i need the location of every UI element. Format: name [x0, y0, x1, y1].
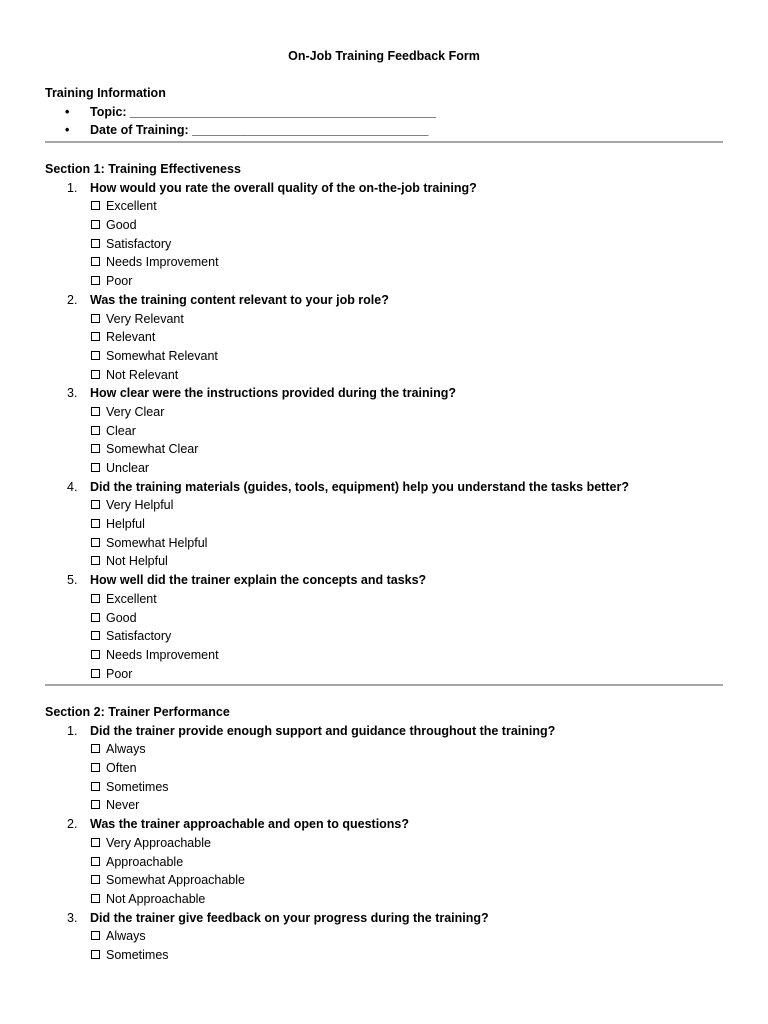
question-row — [45, 909, 725, 928]
checkbox-icon[interactable] — [91, 332, 100, 341]
checkbox-icon[interactable] — [91, 950, 100, 959]
checkbox-icon[interactable] — [91, 538, 100, 547]
answer-option[interactable] — [45, 440, 725, 459]
answer-option-label: Very Clear — [106, 404, 165, 419]
answer-option[interactable] — [45, 216, 725, 235]
answer-option[interactable] — [45, 310, 725, 329]
answer-option[interactable] — [45, 366, 725, 385]
answer-option-label: Needs Improvement — [106, 647, 219, 662]
checkbox-icon[interactable] — [91, 314, 100, 323]
answer-option-label: Needs Improvement — [106, 255, 219, 270]
answer-option[interactable] — [45, 272, 725, 291]
question-number: 3. — [67, 910, 78, 925]
checkbox-icon[interactable] — [91, 838, 100, 847]
answer-option[interactable] — [45, 796, 725, 815]
answer-option-label: Always — [106, 742, 146, 757]
question-text: Did the training materials (guides, tools, equipment) help you understand the tasks better? — [90, 479, 629, 494]
topic-field[interactable] — [45, 103, 725, 122]
answer-option-label: Satisfactory — [106, 236, 172, 251]
question-number: 1. — [67, 723, 78, 738]
answer-option-label: Good — [106, 610, 137, 625]
answer-option-label: Somewhat Relevant — [106, 348, 218, 363]
checkbox-icon[interactable] — [91, 800, 100, 809]
checkbox-icon[interactable] — [91, 257, 100, 266]
checkbox-icon[interactable] — [91, 763, 100, 772]
question-row — [45, 722, 725, 741]
answer-option[interactable] — [45, 853, 725, 872]
bullet-icon: • — [65, 104, 70, 119]
answer-option-label: Sometimes — [106, 779, 169, 794]
answer-option[interactable] — [45, 534, 725, 553]
answer-option[interactable] — [45, 459, 725, 478]
answer-option-label: Relevant — [106, 330, 156, 345]
bullet-icon: • — [65, 123, 70, 138]
question-row — [45, 179, 725, 198]
checkbox-icon[interactable] — [91, 444, 100, 453]
answer-option[interactable] — [45, 422, 725, 441]
answer-option-label: Approachable — [106, 854, 184, 869]
question-number: 4. — [67, 479, 78, 494]
question-text: Was the trainer approachable and open to questions? — [90, 817, 410, 832]
answer-option[interactable] — [45, 496, 725, 515]
answer-option[interactable] — [45, 609, 725, 628]
checkbox-icon[interactable] — [91, 744, 100, 753]
question-row — [45, 815, 725, 834]
answer-option[interactable] — [45, 927, 725, 946]
question-number: 3. — [67, 386, 78, 401]
checkbox-icon[interactable] — [91, 500, 100, 509]
answer-option-label: Somewhat Clear — [106, 442, 199, 457]
checkbox-icon[interactable] — [91, 426, 100, 435]
checkbox-icon[interactable] — [91, 276, 100, 285]
checkbox-icon[interactable] — [91, 556, 100, 565]
answer-option[interactable] — [45, 890, 725, 909]
question-text: How would you rate the overall quality of the on-the-job training? — [90, 180, 477, 195]
question-text: Did the trainer provide enough support and guidance throughout the training? — [90, 723, 556, 738]
answer-option[interactable] — [45, 778, 725, 797]
question-number: 2. — [67, 292, 78, 307]
checkbox-icon[interactable] — [91, 650, 100, 659]
checkbox-icon[interactable] — [91, 894, 100, 903]
answer-option[interactable] — [45, 946, 725, 965]
answer-option-label: Very Relevant — [106, 311, 184, 326]
answer-option-label: Somewhat Helpful — [106, 535, 208, 550]
answer-option-label: Excellent — [106, 591, 157, 606]
checkbox-icon[interactable] — [91, 220, 100, 229]
checkbox-icon[interactable] — [91, 669, 100, 678]
question-text: Was the training content relevant to your job role? — [90, 292, 389, 307]
answer-option[interactable] — [45, 552, 725, 571]
checkbox-icon[interactable] — [91, 782, 100, 791]
answer-option[interactable] — [45, 515, 725, 534]
answer-option[interactable] — [45, 253, 725, 272]
checkbox-icon[interactable] — [91, 370, 100, 379]
answer-option-label: Poor — [106, 666, 133, 681]
section-trainer-performance — [45, 703, 725, 965]
answer-option[interactable] — [45, 834, 725, 853]
form-title: On-Job Training Feedback Form — [288, 49, 480, 63]
answer-option[interactable] — [45, 235, 725, 254]
answer-option[interactable] — [45, 403, 725, 422]
answer-option[interactable] — [45, 197, 725, 216]
question-number: 5. — [67, 573, 78, 588]
training-information-heading: Training Information — [45, 86, 166, 100]
answer-option-label: Not Relevant — [106, 367, 179, 382]
answer-option[interactable] — [45, 347, 725, 366]
topic-field-label: Topic: ____________________________________________ — [90, 104, 436, 119]
answer-option-label: Unclear — [106, 461, 150, 475]
section-heading: Section 2: Trainer Performance — [45, 705, 230, 719]
answer-option-label: Clear — [106, 423, 136, 438]
question-number: 2. — [67, 817, 78, 832]
answer-option-label: Never — [106, 798, 140, 813]
answer-option[interactable] — [45, 646, 725, 665]
date-of-training-field-label: Date of Training: __________________________________ — [90, 123, 429, 138]
checkbox-icon[interactable] — [91, 631, 100, 640]
answer-option-label: Always — [106, 929, 146, 944]
checkbox-icon[interactable] — [91, 407, 100, 416]
question-text: How clear were the instructions provided during the training? — [90, 386, 457, 401]
checkbox-icon[interactable] — [91, 201, 100, 210]
answer-option-label: Good — [106, 218, 137, 233]
answer-option[interactable] — [45, 740, 725, 759]
answer-option-label: Excellent — [106, 199, 157, 214]
answer-option-label: Poor — [106, 274, 133, 289]
answer-option[interactable] — [45, 328, 725, 347]
question-row — [45, 478, 725, 497]
answer-option[interactable] — [45, 627, 725, 646]
answer-option[interactable] — [45, 871, 725, 890]
checkbox-icon[interactable] — [91, 351, 100, 360]
checkbox-icon[interactable] — [91, 463, 100, 472]
training-information-block — [45, 84, 725, 140]
question-text: How well did the trainer explain the concepts and tasks? — [90, 573, 427, 588]
checkbox-icon[interactable] — [91, 613, 100, 622]
question-row — [45, 384, 725, 403]
question-row — [45, 291, 725, 310]
section-divider — [45, 141, 723, 143]
answer-option-label: Not Helpful — [106, 554, 168, 569]
question-number: 1. — [67, 180, 78, 195]
question-text: Did the trainer give feedback on your progress during the training? — [90, 910, 489, 925]
answer-option-label: Not Approachable — [106, 891, 206, 906]
answer-option-label: Satisfactory — [106, 629, 172, 644]
answer-option-label: Helpful — [106, 517, 145, 532]
checkbox-icon[interactable] — [91, 931, 100, 940]
question-row — [45, 571, 725, 590]
answer-option-label: Very Helpful — [106, 498, 174, 513]
answer-option-label: Sometimes — [106, 947, 169, 962]
checkbox-icon[interactable] — [91, 594, 100, 603]
checkbox-icon[interactable] — [91, 239, 100, 248]
checkbox-icon[interactable] — [91, 857, 100, 866]
checkbox-icon[interactable] — [91, 519, 100, 528]
answer-option[interactable] — [45, 665, 725, 684]
section-training-effectiveness — [45, 160, 725, 683]
answer-option[interactable] — [45, 590, 725, 609]
checkbox-icon[interactable] — [91, 875, 100, 884]
answer-option-label: Often — [106, 761, 137, 776]
section-divider — [45, 684, 723, 686]
answer-option[interactable] — [45, 759, 725, 778]
section-heading: Section 1: Training Effectiveness — [45, 162, 241, 176]
date-of-training-field[interactable] — [45, 121, 725, 140]
answer-option-label: Very Approachable — [106, 835, 211, 850]
answer-option-label: Somewhat Approachable — [106, 873, 245, 888]
